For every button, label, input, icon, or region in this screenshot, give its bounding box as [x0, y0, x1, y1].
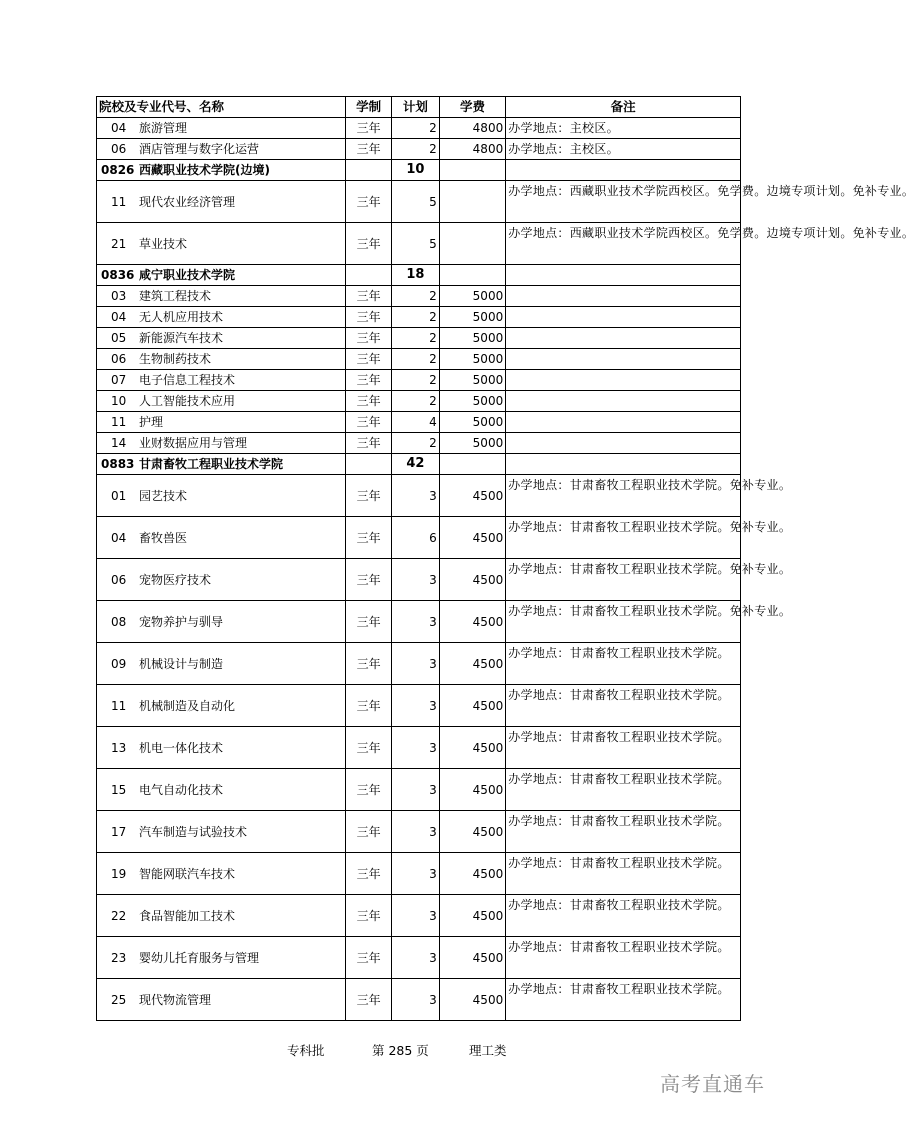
- school-name-cell: [97, 265, 346, 286]
- major-note: [506, 370, 741, 391]
- major-plan: 2: [391, 328, 439, 349]
- enrollment-table: [96, 96, 914, 1021]
- header-name: 院校及专业代号、名称: [97, 97, 346, 118]
- school-code: 0883: [101, 457, 135, 471]
- major-plan: 3: [391, 559, 439, 601]
- major-system: 三年: [346, 328, 392, 349]
- major-name-cell: [97, 811, 346, 853]
- major-name-cell: [97, 118, 346, 139]
- major-code: 23: [111, 950, 127, 965]
- major-code: 08: [111, 614, 127, 629]
- major-system: 三年: [346, 559, 392, 601]
- major-name: 食品智能加工技术: [139, 908, 236, 923]
- major-code: 13: [111, 740, 127, 755]
- major-row: [97, 307, 741, 328]
- major-system: 三年: [346, 811, 392, 853]
- major-row: [97, 769, 741, 811]
- major-fee: 4500: [439, 937, 505, 979]
- major-system: 三年: [346, 853, 392, 895]
- major-plan: 2: [391, 307, 439, 328]
- major-note: 办学地点：西藏职业技术学院西校区。免学费。边境专项计划。免补专业。: [506, 223, 741, 265]
- major-name: 业财数据应用与管理: [139, 436, 248, 450]
- major-note: 办学地点：甘肃畜牧工程职业技术学院。: [506, 895, 741, 937]
- major-note: 办学地点：甘肃畜牧工程职业技术学院。免补专业。: [506, 517, 741, 559]
- major-system: 三年: [346, 181, 392, 223]
- major-code: 04: [111, 121, 127, 135]
- major-plan: 3: [391, 937, 439, 979]
- major-fee: 5000: [439, 307, 505, 328]
- major-name-cell: [97, 412, 346, 433]
- major-fee: 5000: [439, 391, 505, 412]
- major-system: 三年: [346, 979, 392, 1021]
- major-name-cell: [97, 433, 346, 454]
- footer-category: 理工类: [469, 1043, 507, 1058]
- major-system: 三年: [346, 412, 392, 433]
- school-plan-total: 18: [391, 265, 439, 286]
- major-name: 机械设计与制造: [139, 656, 224, 671]
- major-code: 04: [111, 530, 127, 545]
- major-name-cell: [97, 895, 346, 937]
- major-note: [506, 391, 741, 412]
- major-plan: 2: [391, 118, 439, 139]
- major-name: 无人机应用技术: [139, 310, 224, 324]
- major-plan: 3: [391, 895, 439, 937]
- major-note: [506, 286, 741, 307]
- major-row: [97, 412, 741, 433]
- major-code: 04: [111, 310, 127, 324]
- major-system: 三年: [346, 475, 392, 517]
- watermark-text: 高考直通车: [660, 1072, 765, 1096]
- major-system: 三年: [346, 685, 392, 727]
- major-system: 三年: [346, 391, 392, 412]
- major-fee: 5000: [439, 433, 505, 454]
- major-code: 09: [111, 656, 127, 671]
- major-row: [97, 937, 741, 979]
- major-note: 办学地点：甘肃畜牧工程职业技术学院。: [506, 937, 741, 979]
- major-row: [97, 895, 741, 937]
- major-fee: 5000: [439, 349, 505, 370]
- major-name: 机械制造及自动化: [139, 698, 236, 713]
- major-name-cell: [97, 769, 346, 811]
- major-system: 三年: [346, 727, 392, 769]
- major-row: [97, 979, 741, 1021]
- major-plan: 3: [391, 811, 439, 853]
- footer-page-number: 第 285 页: [372, 1043, 429, 1058]
- school-system-cell: [346, 160, 392, 181]
- major-code: 05: [111, 331, 127, 345]
- major-code: 06: [111, 352, 127, 366]
- major-fee: 4500: [439, 853, 505, 895]
- major-code: 11: [111, 698, 127, 713]
- major-name: 生物制药技术: [139, 352, 212, 366]
- major-code: 11: [111, 415, 127, 429]
- major-row: [97, 475, 741, 517]
- major-note: 办学地点：甘肃畜牧工程职业技术学院。: [506, 769, 741, 811]
- major-note: 办学地点：甘肃畜牧工程职业技术学院。: [506, 979, 741, 1021]
- major-fee: 4500: [439, 769, 505, 811]
- major-name: 机电一体化技术: [139, 740, 224, 755]
- major-row: [97, 853, 741, 895]
- footer-batch: 专科批: [287, 1043, 325, 1058]
- school-name-cell: [97, 160, 346, 181]
- major-name: 畜牧兽医: [139, 530, 188, 545]
- major-note: 办学地点：甘肃畜牧工程职业技术学院。免补专业。: [506, 475, 741, 517]
- school-code: 0836: [101, 268, 135, 282]
- major-fee: 4500: [439, 685, 505, 727]
- major-plan: 3: [391, 979, 439, 1021]
- school-name-cell: [97, 454, 346, 475]
- major-name: 电子信息工程技术: [139, 373, 236, 387]
- major-system: 三年: [346, 517, 392, 559]
- major-name: 婴幼儿托育服务与管理: [139, 950, 260, 965]
- major-name-cell: [97, 370, 346, 391]
- school-code: 0826: [101, 163, 135, 177]
- school-system-cell: [346, 265, 392, 286]
- major-note: 办学地点：甘肃畜牧工程职业技术学院。: [506, 853, 741, 895]
- major-name-cell: [97, 328, 346, 349]
- major-row: [97, 328, 741, 349]
- major-name-cell: [97, 559, 346, 601]
- major-code: 22: [111, 908, 127, 923]
- major-name: 酒店管理与数字化运营: [139, 142, 260, 156]
- major-fee: 4800: [439, 139, 505, 160]
- major-note: 办学地点：甘肃畜牧工程职业技术学院。: [506, 685, 741, 727]
- major-fee: 4500: [439, 895, 505, 937]
- major-row: [97, 223, 741, 265]
- school-row: [97, 265, 741, 286]
- major-plan: 2: [391, 139, 439, 160]
- major-note: [506, 307, 741, 328]
- header-note: 备注: [506, 97, 741, 118]
- major-note: [506, 412, 741, 433]
- school-note-cell: [506, 265, 741, 286]
- school-name: 甘肃畜牧工程职业技术学院: [139, 457, 284, 471]
- school-note-cell: [506, 160, 741, 181]
- major-note: 办学地点：主校区。: [506, 139, 741, 160]
- major-name-cell: [97, 853, 346, 895]
- major-note: 办学地点：甘肃畜牧工程职业技术学院。: [506, 643, 741, 685]
- major-fee: 5000: [439, 286, 505, 307]
- major-row: [97, 685, 741, 727]
- major-name: 护理: [139, 415, 164, 429]
- table-header-row: [97, 97, 741, 118]
- major-fee: 5000: [439, 412, 505, 433]
- major-fee: 4500: [439, 601, 505, 643]
- school-fee-cell: [439, 454, 505, 475]
- major-code: 03: [111, 289, 127, 303]
- major-row: [97, 286, 741, 307]
- major-name-cell: [97, 307, 346, 328]
- major-row: [97, 181, 741, 223]
- major-system: 三年: [346, 118, 392, 139]
- major-note: [506, 328, 741, 349]
- major-row: [97, 433, 741, 454]
- school-fee-cell: [439, 160, 505, 181]
- major-name: 建筑工程技术: [139, 289, 212, 303]
- major-fee: 4500: [439, 643, 505, 685]
- major-note: 办学地点：甘肃畜牧工程职业技术学院。: [506, 727, 741, 769]
- major-system: 三年: [346, 223, 392, 265]
- major-system: 三年: [346, 370, 392, 391]
- major-plan: 3: [391, 643, 439, 685]
- major-fee: 4800: [439, 118, 505, 139]
- major-code: 06: [111, 572, 127, 587]
- major-plan: 2: [391, 391, 439, 412]
- major-note: 办学地点：甘肃畜牧工程职业技术学院。免补专业。: [506, 559, 741, 601]
- major-row: [97, 349, 741, 370]
- major-system: 三年: [346, 937, 392, 979]
- major-plan: 3: [391, 475, 439, 517]
- major-system: 三年: [346, 286, 392, 307]
- major-plan: 2: [391, 433, 439, 454]
- school-system-cell: [346, 454, 392, 475]
- major-plan: 3: [391, 685, 439, 727]
- major-note: 办学地点：甘肃畜牧工程职业技术学院。: [506, 811, 741, 853]
- major-note: 办学地点：西藏职业技术学院西校区。免学费。边境专项计划。免补专业。: [506, 181, 741, 223]
- major-note: [506, 349, 741, 370]
- major-plan: 5: [391, 223, 439, 265]
- major-name-cell: [97, 979, 346, 1021]
- major-note: [506, 433, 741, 454]
- major-fee: [439, 223, 505, 265]
- major-system: 三年: [346, 139, 392, 160]
- major-plan: 6: [391, 517, 439, 559]
- major-name-cell: [97, 517, 346, 559]
- major-name: 旅游管理: [139, 121, 188, 135]
- header-plan: 计划: [391, 97, 439, 118]
- major-plan: 5: [391, 181, 439, 223]
- major-plan: 3: [391, 853, 439, 895]
- major-plan: 3: [391, 769, 439, 811]
- major-fee: 4500: [439, 475, 505, 517]
- major-system: 三年: [346, 769, 392, 811]
- school-note-cell: [506, 454, 741, 475]
- major-fee: 4500: [439, 811, 505, 853]
- major-code: 10: [111, 394, 127, 408]
- major-row: [97, 811, 741, 853]
- major-plan: 2: [391, 370, 439, 391]
- major-fee: 4500: [439, 727, 505, 769]
- table-body: [97, 118, 914, 1021]
- major-name-cell: [97, 391, 346, 412]
- major-system: 三年: [346, 643, 392, 685]
- school-name: 咸宁职业技术学院: [139, 268, 236, 282]
- major-name-cell: [97, 601, 346, 643]
- major-system: 三年: [346, 307, 392, 328]
- major-name-cell: [97, 727, 346, 769]
- major-fee: 5000: [439, 370, 505, 391]
- major-name: 园艺技术: [139, 488, 188, 503]
- major-name-cell: [97, 223, 346, 265]
- major-plan: 3: [391, 727, 439, 769]
- major-row: [97, 118, 741, 139]
- school-row: [97, 160, 741, 181]
- major-code: 19: [111, 866, 127, 881]
- major-code: 21: [111, 236, 127, 251]
- major-row: [97, 643, 741, 685]
- header-fee: 学费: [439, 97, 505, 118]
- major-name: 新能源汽车技术: [139, 331, 224, 345]
- major-row: [97, 727, 741, 769]
- major-name-cell: [97, 286, 346, 307]
- major-row: [97, 601, 741, 643]
- major-name-cell: [97, 685, 346, 727]
- school-plan-total: 10: [391, 160, 439, 181]
- school-name: 西藏职业技术学院(边境): [139, 163, 270, 177]
- major-row: [97, 391, 741, 412]
- major-fee: 4500: [439, 559, 505, 601]
- major-name: 现代农业经济管理: [139, 194, 236, 209]
- major-name: 现代物流管理: [139, 992, 212, 1007]
- major-name: 宠物医疗技术: [139, 572, 212, 587]
- major-name: 人工智能技术应用: [139, 394, 236, 408]
- major-name-cell: [97, 475, 346, 517]
- major-row: [97, 559, 741, 601]
- major-code: 14: [111, 436, 127, 450]
- major-system: 三年: [346, 895, 392, 937]
- major-fee: 5000: [439, 328, 505, 349]
- major-code: 15: [111, 782, 127, 797]
- major-code: 06: [111, 142, 127, 156]
- major-name-cell: [97, 139, 346, 160]
- major-code: 25: [111, 992, 127, 1007]
- major-code: 01: [111, 488, 127, 503]
- major-note: 办学地点：甘肃畜牧工程职业技术学院。免补专业。: [506, 601, 741, 643]
- school-fee-cell: [439, 265, 505, 286]
- school-row: [97, 454, 741, 475]
- major-plan: 3: [391, 601, 439, 643]
- major-row: [97, 139, 741, 160]
- major-plan: 4: [391, 412, 439, 433]
- header-system: 学制: [346, 97, 392, 118]
- major-name: 汽车制造与试验技术: [139, 824, 248, 839]
- major-name-cell: [97, 349, 346, 370]
- major-fee: [439, 181, 505, 223]
- major-row: [97, 517, 741, 559]
- major-name-cell: [97, 937, 346, 979]
- major-name: 智能网联汽车技术: [139, 866, 236, 881]
- major-name: 宠物养护与驯导: [139, 614, 224, 629]
- major-name: 草业技术: [139, 236, 188, 251]
- major-row: [97, 370, 741, 391]
- school-plan-total: 42: [391, 454, 439, 475]
- major-system: 三年: [346, 349, 392, 370]
- major-name-cell: [97, 181, 346, 223]
- major-code: 17: [111, 824, 127, 839]
- major-plan: 2: [391, 349, 439, 370]
- major-system: 三年: [346, 433, 392, 454]
- major-plan: 2: [391, 286, 439, 307]
- major-code: 07: [111, 373, 127, 387]
- major-fee: 4500: [439, 517, 505, 559]
- major-code: 11: [111, 194, 127, 209]
- major-name: 电气自动化技术: [139, 782, 224, 797]
- major-note: 办学地点：主校区。: [506, 118, 741, 139]
- major-system: 三年: [346, 601, 392, 643]
- major-name-cell: [97, 643, 346, 685]
- major-fee: 4500: [439, 979, 505, 1021]
